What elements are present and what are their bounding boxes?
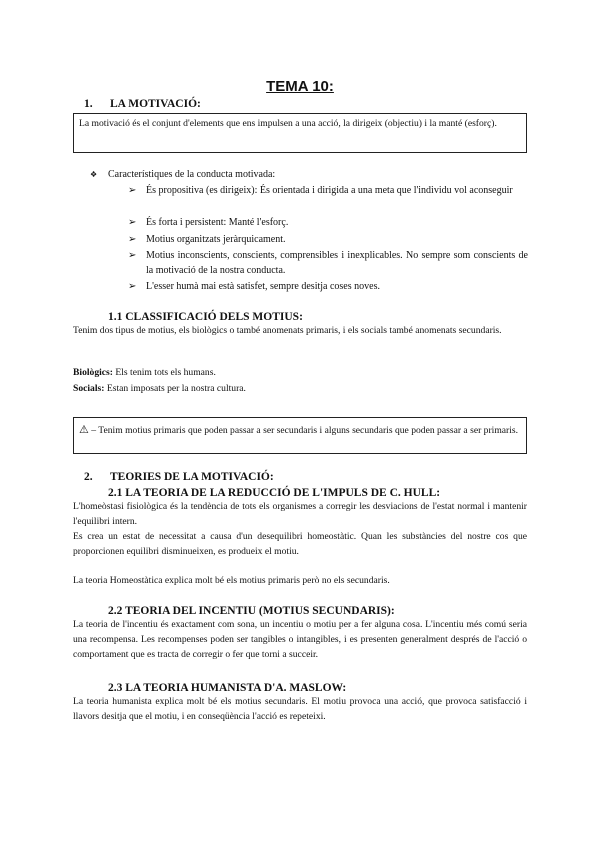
characteristics-bullet [90, 168, 275, 183]
characteristic-item [128, 279, 528, 294]
section-2-heading [84, 469, 274, 486]
classification-intro: Tenim dos tipus de motius, els biològics o també anomenats primaris, i els socials també anomenats secundaris. [73, 325, 502, 336]
socials-label: Socials: [73, 383, 105, 394]
characteristic-text: Motius organitzats jeràrquicament. [146, 234, 286, 245]
definition-text: La motivació és el conjunt d'elements que ens impulsen a una acció, la dirigeix (objectiu) i la manté (esforç). [79, 118, 497, 129]
biologics-text: Els tenim tots els humans. [112, 367, 216, 378]
arrow-bullet-icon: ➢ [128, 185, 137, 196]
characteristics-title: Característiques de la conducta motivada: [108, 169, 276, 180]
hull-paragraph-3: La teoria Homeostàtica explica molt bé els motius primaris però no els secundaris. [73, 575, 390, 586]
definition-box [73, 113, 527, 153]
section-1-number: 1. [84, 98, 93, 110]
section-2-2-heading: 2.2 TEORIA DEL INCENTIU (MOTIUS SECUNDARIS): [108, 605, 395, 617]
section-2-title: TEORIES DE LA MOTIVACIÓ: [110, 471, 274, 483]
warning-icon: ⚠ [79, 423, 89, 436]
warning-text: – Tenim motius primaris que poden passar a ser secundaris i alguns secundaris que poden passar a ser primaris. [88, 425, 519, 436]
section-1-title: LA MOTIVACIÓ: [110, 98, 201, 110]
characteristic-text: És propositiva (es dirigeix): És orientada i dirigida a una meta que l'individu vol aconseguir [146, 185, 513, 196]
hull-paragraph-2: Es crea un estat de necessitat a causa d'un desequilibri homeostàtic. Quan les substàncies del nostre cos que proporcionen equilibri disminueixen, es produeix el motiu. [73, 531, 527, 557]
section-1-1-heading: 1.1 CLASSIFICACIÓ DELS MOTIUS: [108, 311, 303, 323]
arrow-bullet-icon: ➢ [128, 281, 137, 292]
warning-box [73, 417, 527, 454]
page-title [0, 76, 600, 98]
biologics-line [73, 366, 527, 381]
maslow-paragraph: La teoria humanista explica molt bé els motius secundaris. El motiu provoca una acció, que provoca satisfacció i llavors desitja que el motiu, i en conseqüència l'acció es repeteixi. [73, 696, 527, 722]
characteristic-item [128, 183, 528, 198]
section-2-3-heading: 2.3 LA TEORIA HUMANISTA D'A. MASLOW: [108, 682, 347, 694]
characteristic-item [128, 248, 528, 278]
page-title-text: TEMA 10: [266, 78, 334, 95]
section-1-heading [84, 96, 201, 113]
socials-line [73, 382, 527, 397]
hull-paragraph-1: L'homeòstasi fisiològica és la tendència de tots els organismes a corregir les desviacions de l'estat normal i mantenir l'equilibri intern. [73, 501, 527, 527]
arrow-bullet-icon: ➢ [128, 250, 137, 261]
section-2-1-heading: 2.1 LA TEORIA DE LA REDUCCIÓ DE L'IMPULS DE C. HULL: [108, 487, 441, 499]
diamond-bullet-icon: ❖ [90, 170, 98, 179]
arrow-bullet-icon: ➢ [128, 234, 137, 245]
arrow-bullet-icon: ➢ [128, 217, 137, 228]
characteristic-item [128, 232, 528, 247]
characteristic-text: Motius inconscients, conscients, comprensibles i inexplicables. No sempre som conscients de la motivació de la nostra conducta. [146, 250, 528, 276]
characteristic-item [128, 215, 528, 230]
incentive-paragraph: La teoria de l'incentiu és exactament com sona, un incentiu o motiu per a fer alguna cosa. L'incentiu més comú seria una recompensa. Les recompenses poden ser tangibles o intangibles, i es presenten generalment després de l'acció o comportament que es tracta de corregir o fer que torni a succeir. [73, 619, 527, 660]
characteristic-text: És forta i persistent: Manté l'esforç. [146, 217, 289, 228]
section-2-number: 2. [84, 471, 93, 483]
socials-text: Estan imposats per la nostra cultura. [104, 383, 246, 394]
characteristic-text: L'esser humà mai està satisfet, sempre desitja coses noves. [146, 281, 380, 292]
biologics-label: Biològics: [73, 367, 113, 378]
